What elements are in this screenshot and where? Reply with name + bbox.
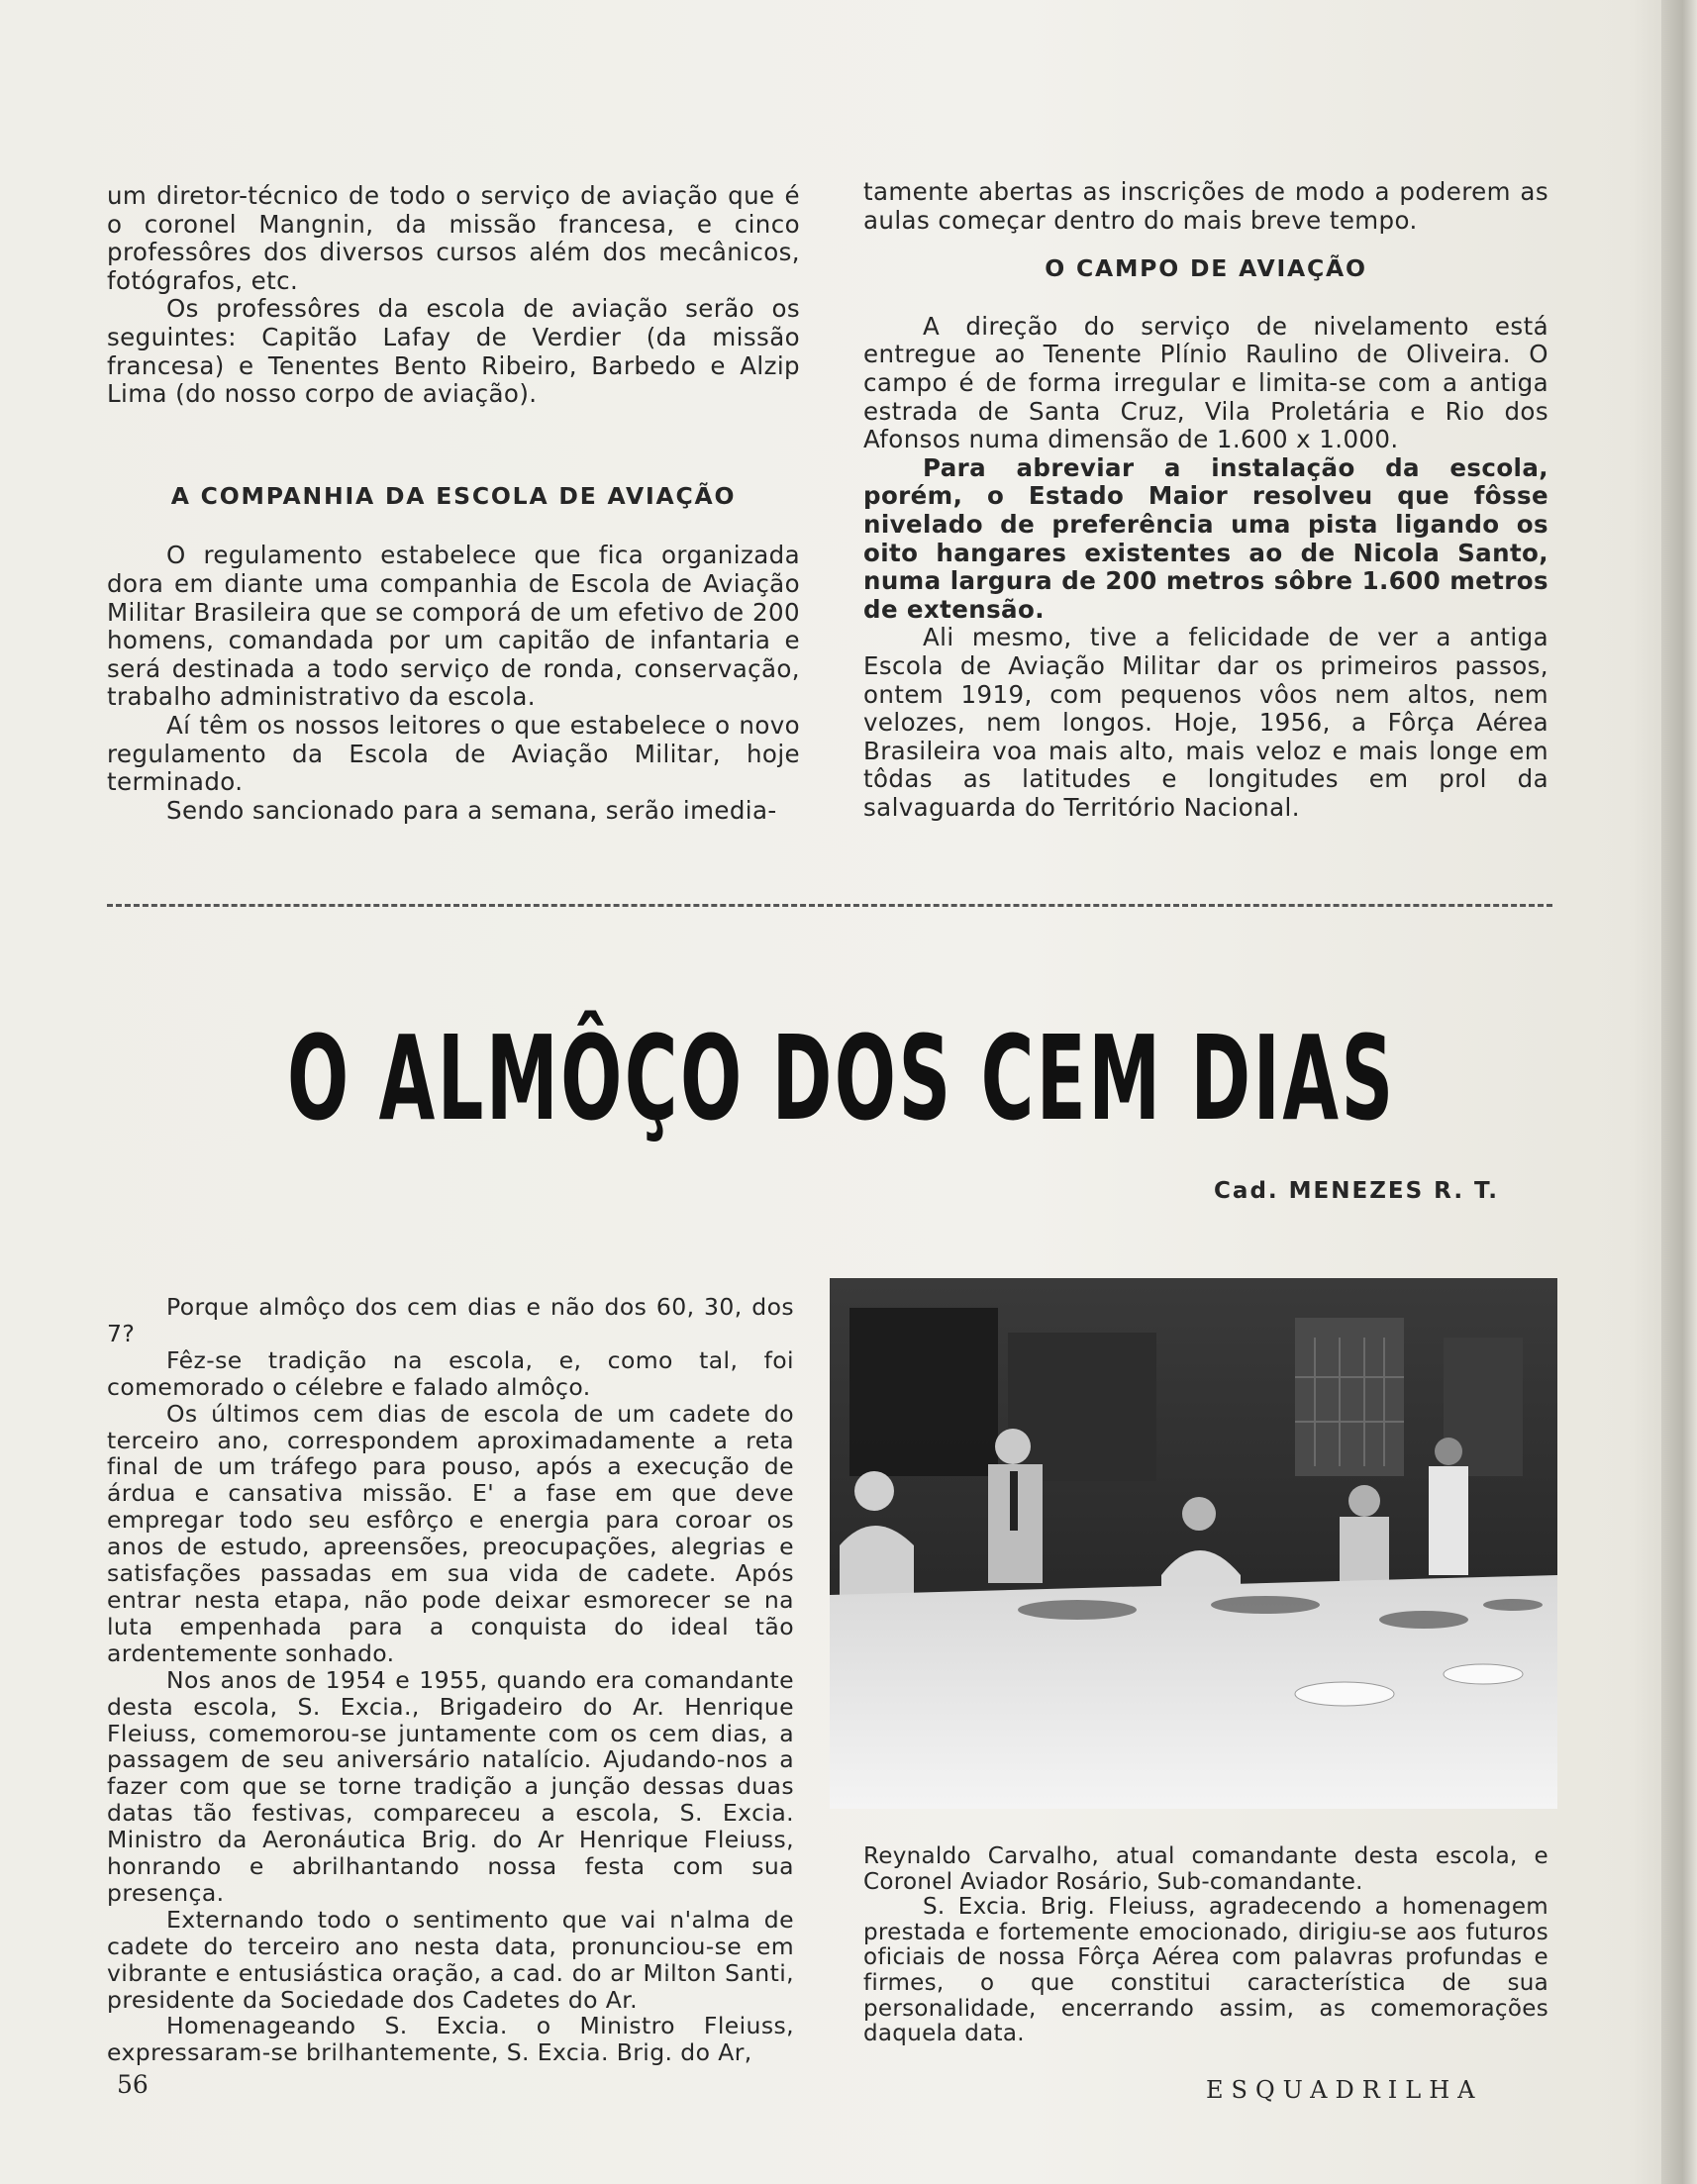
paragraph: Fêz-se tradição na escola, e, como tal, foi comemorado o célebre e falado almôço. (107, 1345, 794, 1401)
section-heading: O CAMPO DE AVIAÇÃO (1045, 254, 1367, 283)
paragraph: Os últimos cem dias de escola de um cadete do terceiro ano, correspondem aproximadamente a reta final de um tráfego para pouso, após a execução de árdua e cansativa missão. E' a fase em que deve empregar todo seu esfôrço e energia para coroar os anos de estudo, apreensões, preocupações, alegrias e satisfações passadas em sua vida de cadete. Após entrar nesta etapa, não pode deixar esmorecer se na luta empenhada para a conquista do ideal tão ardentemente sonhado. (107, 1399, 794, 1667)
paragraph: Sendo sancionado para a semana, serão imedia- (166, 795, 777, 825)
paragraph: Os professôres da escola de aviação serão os seguintes: Capitão Lafay de Verdier (da missão francesa) e Tenentes Bento Ribeiro, Barbedo e Alzip Lima (do nosso corpo de aviação). (107, 294, 800, 409)
paragraph: um diretor-técnico de todo o serviço de aviação que é o coronel Mangnin, da missão francesa, e cinco professôres dos diversos cursos além dos mecânicos, fotógrafos, etc. (107, 181, 800, 295)
article-body (107, 1294, 794, 2066)
paragraph: O regulamento estabelece que fica organizada dora em diante uma companhia de Escola de Aviação Militar Brasileira que se comporá de um efetivo de 200 homens, comandada por um capitão de infantaria e será destinada a todo serviço de ronda, conservação, trabalho administrativo da escola. (107, 541, 800, 712)
photo-illustration (830, 1278, 1557, 1809)
banquet-photo (830, 1278, 1557, 1809)
magazine-name: ESQUADRILHA (1206, 2076, 1483, 2104)
caption-paragraph: S. Excia. Brig. Fleiuss, agradecendo a homenagem prestada e fortemente emocionado, dirigiu-se aos futuros oficiais de nossa Fôrça Aérea com palavras profundas e firmes, o que constitui característica de sua personalidade, encerrando assim, as comemorações daquela data. (863, 1894, 1548, 2047)
paragraph-bold: Para abreviar a instalação da escola, porém, o Estado Maior resolveu que fôsse nivelado de preferência uma pista ligando os oito hangares existentes ao de Nicola Santo, numa largura de 200 metros sôbre 1.600 metros de extensão. (863, 452, 1548, 624)
paragraph: tamente abertas as inscrições de modo a poderem as aulas começar dentro do mais breve tempo. (863, 177, 1548, 235)
paragraph: Nos anos de 1954 e 1955, quando era comandante desta escola, S. Excia., Brigadeiro do Ar. Henrique Fleiuss, comemorou-se juntamente com os cem dias, a passagem de seu aniversário natalício. Ajudando-nos a fazer com que se torne tradição a junção dessas duas datas tão festivas, compareceu a escola, S. Excia. Ministro da Aeronáutica Brig. do Ar Henrique Fleiuss, honrando e abrilhantando nossa festa com sua presença. (107, 1665, 794, 1907)
article-title: O ALMÔÇO DOS CEM DIAS (287, 1010, 1396, 1146)
photo-caption (863, 1844, 1548, 2047)
paragraph: A direção do serviço de nivelamento está entregue ao Tenente Plínio Raulino de Oliveira. O campo é de forma irregular e limita-se com a antiga estrada de Santa Cruz, Vila Proletária e Rio dos Afonsos numa dimensão de 1.600 x 1.000. (863, 311, 1548, 454)
page-number: 56 (117, 2070, 149, 2099)
paragraph: Porque almôço dos cem dias e não dos 60, 30, dos 7? (107, 1293, 794, 1347)
article-byline: Cad. MENEZES R. T. (1214, 1178, 1499, 1204)
top-right-column (863, 178, 1548, 822)
section-divider (107, 904, 1552, 907)
page-spine-shadow (1661, 0, 1697, 2184)
caption-paragraph: Reynaldo Carvalho, atual comandante desta escola, e Coronel Aviador Rosário, Sub-comandante. (863, 1843, 1548, 1895)
section-heading: A COMPANHIA DA ESCOLA DE AVIAÇÃO (170, 481, 737, 510)
paragraph: Homenageando S. Excia. o Ministro Fleiuss, expressaram-se brilhantemente, S. Excia. Brig. do Ar, (107, 2012, 794, 2067)
paragraph: Externando todo o sentimento que vai n'alma de cadete do terceiro ano nesta data, pronunciou-se em vibrante e entusiástica oração, a cad. do ar Milton Santi, presidente da Sociedade dos Cadetes do Ar. (107, 1905, 794, 2014)
paragraph: Aí têm os nossos leitores o que estabelece o novo regulamento da Escola de Aviação Militar, hoje terminado. (107, 710, 800, 797)
top-left-column (107, 182, 800, 825)
paragraph: Ali mesmo, tive a felicidade de ver a antiga Escola de Aviação Militar dar os primeiros passos, ontem 1919, com pequenos vôos nem altos, nem velozes, nem longos. Hoje, 1956, a Fôrça Aérea Brasileira voa mais alto, mais veloz e mais longe em tôdas as latitudes e longitudes em prol da salvaguarda do Território Nacional. (863, 623, 1548, 822)
